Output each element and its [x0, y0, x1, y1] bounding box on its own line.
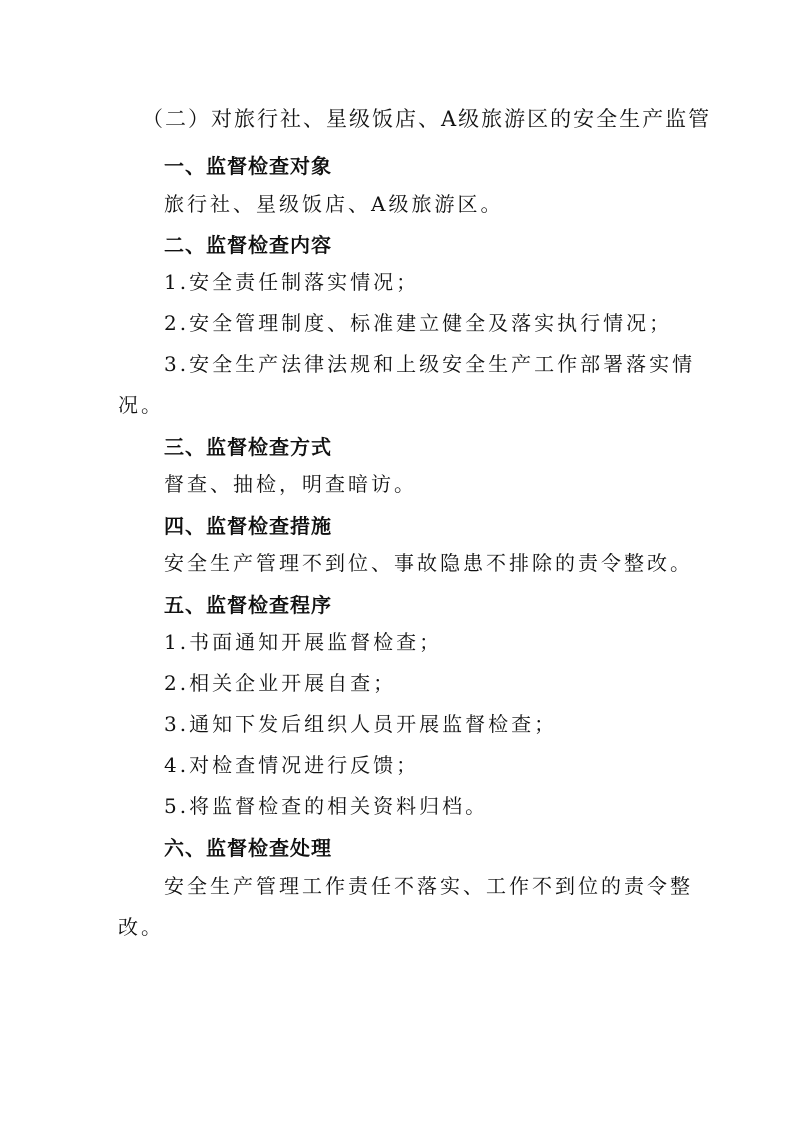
section-text-handling: 安全生产管理工作责任不落实、工作不到位的责令整 — [164, 874, 693, 898]
section-text-handling-continuation: 改。 — [118, 915, 164, 939]
section-text-measures: 安全生产管理不到位、事故隐患不排除的责令整改。 — [164, 551, 693, 575]
content-item-1: 1.安全责任制落实情况； — [164, 270, 420, 294]
section-heading-procedure: 五、监督检查程序 — [164, 593, 332, 617]
procedure-item-5: 5.将监督检查的相关资料归档。 — [164, 794, 489, 818]
content-item-2: 2.安全管理制度、标准建立健全及落实执行情况； — [164, 311, 673, 335]
section-heading-handling: 六、监督检查处理 — [164, 836, 332, 860]
section-text-methods: 督查、抽检，明查暗访。 — [164, 472, 417, 496]
content-item-3: 3.安全生产法律法规和上级安全生产工作部署落实情 — [164, 352, 696, 376]
section-heading-content: 二、监督检查内容 — [164, 233, 332, 257]
section-heading-measures: 四、监督检查措施 — [164, 514, 332, 538]
procedure-item-1: 1.书面通知开展监督检查； — [164, 630, 443, 654]
content-item-3-continuation: 况。 — [118, 393, 164, 417]
section-heading-methods: 三、监督检查方式 — [164, 435, 332, 459]
section-text-objects: 旅行社、星级饭店、A级旅游区。 — [164, 192, 504, 216]
procedure-item-2: 2.相关企业开展自查； — [164, 671, 397, 695]
document-title: （二）对旅行社、星级饭店、A级旅游区的安全生产监管 — [142, 107, 712, 131]
section-heading-objects: 一、监督检查对象 — [164, 154, 332, 178]
procedure-item-4: 4.对检查情况进行反馈； — [164, 753, 420, 777]
procedure-item-3: 3.通知下发后组织人员开展监督检查； — [164, 712, 558, 736]
